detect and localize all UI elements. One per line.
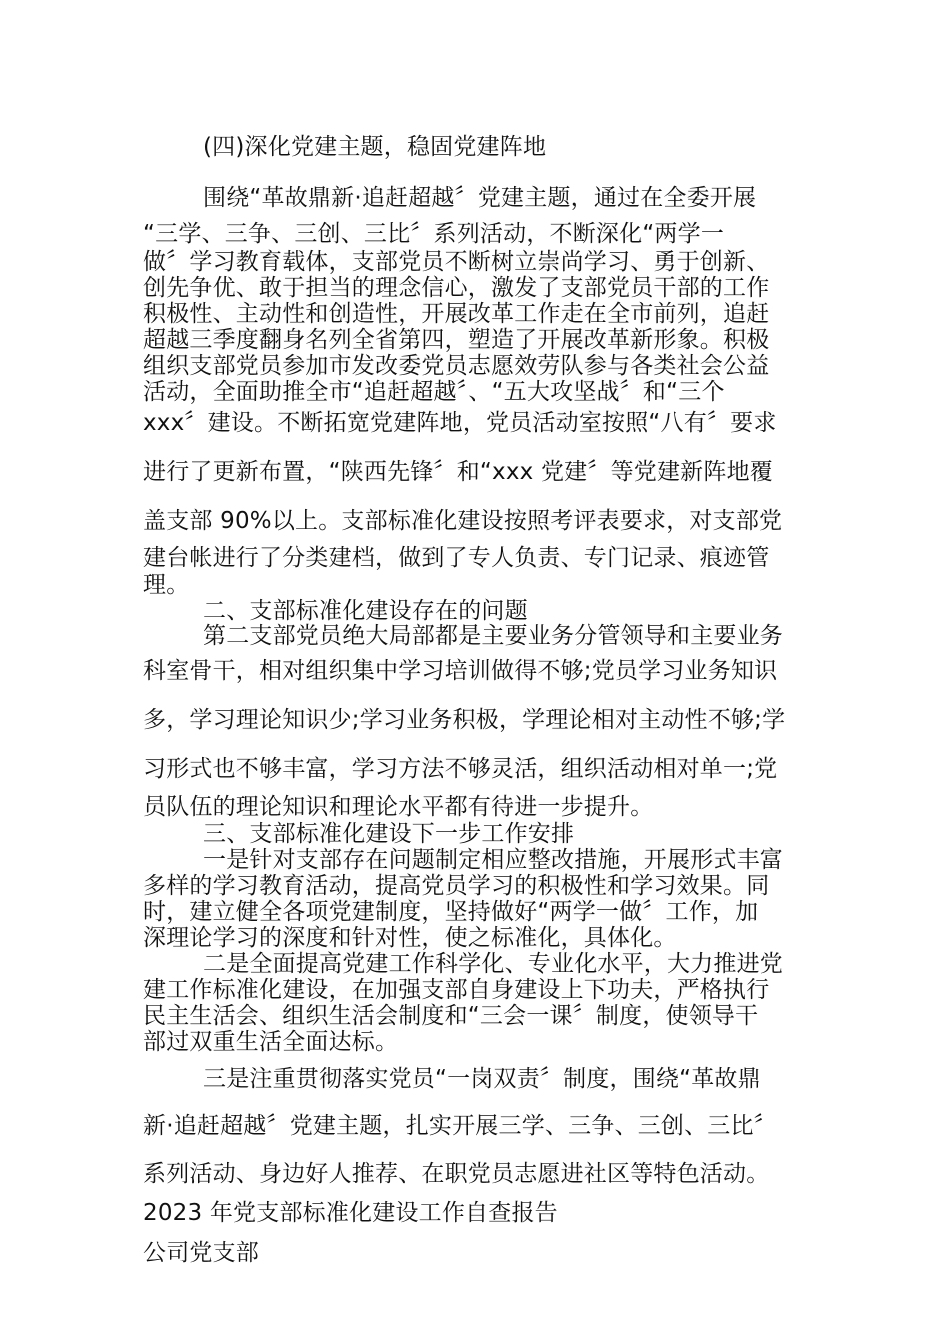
paragraph-line: 盖支部 90%以上。支部标准化建设按照考评表要求，对支部党 <box>143 508 783 534</box>
paragraph-line: 建工作标准化建设，在加强支部自身建设上下功夫，严格执行 <box>143 977 770 1003</box>
paragraph-line: 组织支部党员参加市发改委党员志愿效劳队参与各类社会公益 <box>143 353 770 379</box>
section-heading: 三、支部标准化建设下一步工作安排 <box>203 821 575 847</box>
paragraph-line: 第二支部党员绝大局部都是主要业务分管领导和主要业务 <box>203 623 783 649</box>
paragraph-line: 习形式也不够丰富，学习方法不够灵活，组织活动相对单一;党 <box>143 756 778 782</box>
paragraph-line: 时，建立健全各项党建制度，坚持做好“两学一做〞工作，加 <box>143 899 759 925</box>
paragraph-line: 二是全面提高党建工作科学化、专业化水平，大力推进党 <box>203 951 783 977</box>
document-title: 2023 年党支部标准化建设工作自查报告 <box>143 1200 558 1226</box>
document-author: 公司党支部 <box>143 1240 259 1266</box>
paragraph-line: 三是注重贯彻落实党员“一岗双责〞制度，围绕“革故鼎 <box>203 1066 761 1092</box>
paragraph-line: 系列活动、身边好人推荐、在职党员志愿进社区等特色活动。 <box>143 1161 770 1187</box>
paragraph-line: 积极性、主动性和创造性，开展改革工作走在全市前列，追赶 <box>143 301 770 327</box>
paragraph-line: 部过双重生活全面达标。 <box>143 1029 399 1055</box>
paragraph-line: 科室骨干，相对组织集中学习培训做得不够;党员学习业务知识 <box>143 658 778 684</box>
paragraph-line: 一是针对支部存在问题制定相应整改措施，开展形式丰富 <box>203 847 783 873</box>
paragraph-line: 建台帐进行了分类建档，做到了专人负责、专门记录、痕迹管 <box>143 545 770 571</box>
paragraph-line: xxx〞建设。不断拓宽党建阵地，党员活动室按照“八有〞要求 <box>143 410 777 436</box>
paragraph-line: 活动，全面助推全市“追赶超越〞、“五大攻坚战〞和“三个 <box>143 379 725 405</box>
paragraph-line: 进行了更新布置，“陕西先锋〞和“xxx 党建〞等党建新阵地覆 <box>143 459 773 485</box>
paragraph-line: 多样的学习教育活动，提高党员学习的积极性和学习效果。同 <box>143 873 770 899</box>
paragraph-line: 围绕“革故鼎新·追赶超越〞党建主题，通过在全委开展 <box>203 185 757 211</box>
paragraph-line: 做〞学习教育载体，支部党员不断树立崇尚学习、勇于创新、 <box>143 249 770 275</box>
paragraph-line: 员队伍的理论知识和理论水平都有待进一步提升。 <box>143 794 654 820</box>
paragraph-line: 民主生活会、组织生活会制度和“三会一课〞制度，使领导干 <box>143 1003 759 1029</box>
paragraph-line: 多，学习理论知识少;学习业务积极，学理论相对主动性不够;学 <box>143 707 786 733</box>
section-heading: (四)深化党建主题，稳固党建阵地 <box>203 134 547 160</box>
paragraph-line: 创先争优、敢于担当的理念信心，激发了支部党员干部的工作 <box>143 275 770 301</box>
paragraph-line: 理。 <box>143 572 190 598</box>
section-heading: 二、支部标准化建设存在的问题 <box>203 598 528 624</box>
paragraph-line: 超越三季度翻身名列全省第四，塑造了开展改革新形象。积极 <box>143 327 770 353</box>
paragraph-line: “三学、三争、三创、三比〞系列活动，不断深化“两学一 <box>143 221 725 247</box>
paragraph-line: 深理论学习的深度和针对性，使之标准化，具体化。 <box>143 925 677 951</box>
paragraph-line: 新·追赶超越〞党建主题，扎实开展三学、三争、三创、三比〞 <box>143 1113 777 1139</box>
